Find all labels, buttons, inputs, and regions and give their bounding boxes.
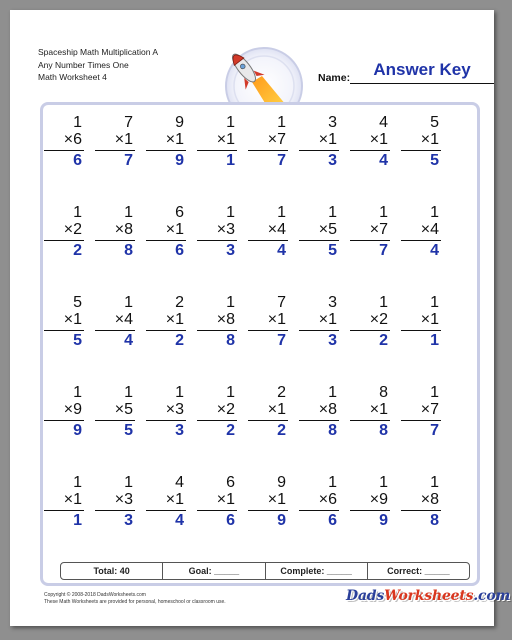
problem-answer: 7 [277, 332, 286, 349]
problem-answer: 5 [430, 152, 439, 169]
problem-answer: 3 [124, 512, 133, 529]
problem-multiplier: ×8 [420, 491, 439, 508]
problem-multiplicand: 8 [379, 384, 388, 401]
problem-multiplier: ×1 [165, 131, 184, 148]
problem-multiplicand: 9 [277, 474, 286, 491]
problem [146, 474, 186, 529]
problem-multiplier: ×7 [369, 221, 388, 238]
problem [95, 384, 135, 439]
problem [197, 294, 237, 349]
problem-answer: 4 [124, 332, 133, 349]
problem [299, 204, 339, 259]
problem-rule [350, 510, 390, 511]
problem-multiplicand: 1 [379, 204, 388, 221]
problem-multiplier: ×2 [216, 401, 235, 418]
problem-multiplier: ×6 [63, 131, 82, 148]
problem-rule [146, 240, 186, 241]
problem-multiplier: ×4 [420, 221, 439, 238]
problem [95, 114, 135, 169]
problem-rule [299, 150, 339, 151]
total-count: Total: 40 [61, 563, 163, 579]
problem-multiplicand: 9 [175, 114, 184, 131]
problem-multiplicand: 1 [379, 474, 388, 491]
problem-answer: 6 [175, 242, 184, 259]
problem-answer: 4 [379, 152, 388, 169]
problem-rule [248, 510, 288, 511]
problem-rule [95, 240, 135, 241]
problem-rule [401, 150, 441, 151]
problem-multiplicand: 1 [73, 474, 82, 491]
problem-answer: 2 [379, 332, 388, 349]
problem-rule [95, 330, 135, 331]
name-label: Name: [318, 72, 351, 84]
problem-answer: 3 [175, 422, 184, 439]
brand-part-com: .com [473, 588, 511, 604]
problem-multiplicand: 1 [73, 114, 82, 131]
brand-logo [346, 588, 510, 604]
problem-rule [44, 330, 84, 331]
problem-answer: 8 [328, 422, 337, 439]
problem [197, 114, 237, 169]
problem [299, 114, 339, 169]
problem-multiplicand: 1 [73, 204, 82, 221]
problem-multiplicand: 3 [328, 114, 337, 131]
problem-multiplier: ×4 [114, 311, 133, 328]
problem [95, 294, 135, 349]
problem-multiplier: ×7 [420, 401, 439, 418]
brand-part-dads: Dads [346, 588, 385, 604]
problem-multiplier: ×1 [63, 311, 82, 328]
problem-multiplicand: 1 [124, 474, 133, 491]
usage-note: These Math Worksheets are provided for personal, homeschool or classroom use. [44, 599, 226, 605]
problem-multiplicand: 1 [430, 204, 439, 221]
problem-multiplicand: 1 [328, 204, 337, 221]
problem-multiplier: ×4 [267, 221, 286, 238]
problem-multiplicand: 1 [379, 294, 388, 311]
problem [95, 474, 135, 529]
problem-rule [248, 420, 288, 421]
problem-multiplier: ×1 [420, 131, 439, 148]
problem-answer: 3 [226, 242, 235, 259]
problem-multiplicand: 1 [430, 474, 439, 491]
problem-multiplicand: 1 [226, 294, 235, 311]
problem-rule [248, 240, 288, 241]
problem [44, 204, 84, 259]
problem-multiplicand: 1 [175, 384, 184, 401]
problem-multiplier: ×1 [114, 131, 133, 148]
problem-answer: 8 [124, 242, 133, 259]
problem-rule [146, 420, 186, 421]
problem-multiplier: ×1 [369, 401, 388, 418]
copyright-text: Copyright © 2008-2018 DadsWorksheets.com [44, 592, 146, 598]
problem [350, 384, 390, 439]
problem-answer: 2 [175, 332, 184, 349]
problem-answer: 9 [277, 512, 286, 529]
problem-multiplicand: 1 [328, 384, 337, 401]
problem-rule [44, 150, 84, 151]
problem [248, 114, 288, 169]
goal-field: Goal: _____ [163, 563, 265, 579]
problem [299, 384, 339, 439]
problem [146, 204, 186, 259]
problem-answer: 8 [430, 512, 439, 529]
problem-answer: 3 [328, 152, 337, 169]
problem-multiplier: ×8 [114, 221, 133, 238]
problem-multiplicand: 1 [277, 204, 286, 221]
problem-multiplicand: 1 [124, 204, 133, 221]
problem-multiplier: ×1 [165, 491, 184, 508]
problem-multiplier: ×3 [114, 491, 133, 508]
problem-multiplicand: 1 [430, 384, 439, 401]
problem-answer: 8 [379, 422, 388, 439]
problem-rule [44, 240, 84, 241]
problem-multiplicand: 1 [226, 204, 235, 221]
problem-multiplier: ×1 [267, 401, 286, 418]
problem-rule [299, 330, 339, 331]
problem [44, 384, 84, 439]
problem-multiplicand: 3 [328, 294, 337, 311]
problem-multiplicand: 7 [124, 114, 133, 131]
problem-answer: 7 [277, 152, 286, 169]
problem-rule [401, 240, 441, 241]
problem [44, 474, 84, 529]
problem-rule [350, 420, 390, 421]
problem-multiplier: ×1 [318, 311, 337, 328]
problem-multiplier: ×8 [318, 401, 337, 418]
score-bar [60, 562, 470, 580]
problem-answer: 7 [430, 422, 439, 439]
problem-rule [95, 420, 135, 421]
problem-multiplicand: 1 [124, 294, 133, 311]
problem-multiplier: ×1 [267, 311, 286, 328]
worksheet-title: Spaceship Math Multiplication A [38, 47, 159, 57]
problem [146, 384, 186, 439]
problem-multiplier: ×1 [318, 131, 337, 148]
problem-rule [197, 240, 237, 241]
brand-part-worksheets: Worksheets [384, 588, 474, 604]
problem-rule [197, 510, 237, 511]
problem-multiplier: ×3 [216, 221, 235, 238]
problem-multiplier: ×1 [63, 491, 82, 508]
problem-answer: 2 [226, 422, 235, 439]
problem-answer: 2 [277, 422, 286, 439]
problem-multiplier: ×1 [165, 311, 184, 328]
worksheet-page [10, 10, 511, 626]
problem-multiplier: ×3 [165, 401, 184, 418]
problem-multiplicand: 2 [175, 294, 184, 311]
correct-field: Correct: _____ [387, 566, 450, 576]
problem [248, 294, 288, 349]
problem [197, 204, 237, 259]
problem [197, 474, 237, 529]
problem-multiplier: ×9 [63, 401, 82, 418]
problem [95, 204, 135, 259]
problem-rule [350, 240, 390, 241]
problem-rule [146, 150, 186, 151]
problem-answer: 7 [379, 242, 388, 259]
problem [350, 114, 390, 169]
problem-multiplicand: 1 [328, 474, 337, 491]
problem-rule [197, 330, 237, 331]
problem-rule [44, 420, 84, 421]
problem-multiplier: ×5 [318, 221, 337, 238]
problem-multiplier: ×6 [318, 491, 337, 508]
worksheet-title-block [38, 46, 158, 84]
problem [401, 474, 441, 529]
problem-multiplicand: 1 [124, 384, 133, 401]
problem [401, 384, 441, 439]
answer-key-heading: Answer Key [373, 60, 471, 79]
problem-rule [197, 420, 237, 421]
problem-multiplicand: 2 [277, 384, 286, 401]
worksheet-subtitle: Any Number Times One [38, 59, 129, 70]
problem-multiplier: ×5 [114, 401, 133, 418]
problem-multiplier: ×7 [267, 131, 286, 148]
problem-multiplier: ×1 [267, 491, 286, 508]
problem-rule [95, 150, 135, 151]
problem-multiplier: ×8 [216, 311, 235, 328]
problem-multiplicand: 6 [226, 474, 235, 491]
problem-rule [248, 330, 288, 331]
problem-rule [299, 240, 339, 241]
problem [248, 204, 288, 259]
problem-multiplier: ×2 [63, 221, 82, 238]
problem [248, 384, 288, 439]
problem-answer: 6 [73, 152, 82, 169]
problem-rule [197, 150, 237, 151]
problem [146, 294, 186, 349]
problem-answer: 1 [430, 332, 439, 349]
problem-answer: 9 [379, 512, 388, 529]
problem-multiplicand: 5 [430, 114, 439, 131]
problem-answer: 5 [124, 422, 133, 439]
problem-rule [401, 330, 441, 331]
problem-multiplicand: 4 [379, 114, 388, 131]
problem-multiplicand: 1 [73, 384, 82, 401]
problem-answer: 6 [328, 512, 337, 529]
problem [146, 114, 186, 169]
problem-rule [401, 510, 441, 511]
problem-answer: 4 [175, 512, 184, 529]
problem [299, 294, 339, 349]
problem [44, 114, 84, 169]
problem-multiplier: ×1 [369, 131, 388, 148]
problem-multiplicand: 7 [277, 294, 286, 311]
problem [299, 474, 339, 529]
problem-multiplicand: 5 [73, 294, 82, 311]
problem-rule [44, 510, 84, 511]
problem-answer: 3 [328, 332, 337, 349]
problem-answer: 8 [226, 332, 235, 349]
problem-answer: 5 [73, 332, 82, 349]
name-line [350, 83, 494, 84]
problem-answer: 1 [226, 152, 235, 169]
problem-rule [299, 510, 339, 511]
problem-answer: 1 [73, 512, 82, 529]
problem-multiplicand: 1 [277, 114, 286, 131]
problem-multiplicand: 1 [430, 294, 439, 311]
problem [44, 294, 84, 349]
problem [401, 114, 441, 169]
problem-rule [95, 510, 135, 511]
problem-rule [350, 330, 390, 331]
problem-multiplicand: 6 [175, 204, 184, 221]
problem-multiplier: ×1 [165, 221, 184, 238]
problem-rule [146, 330, 186, 331]
problem-multiplier: ×1 [420, 311, 439, 328]
problem-rule [401, 420, 441, 421]
problem-rule [248, 150, 288, 151]
problem-multiplicand: 4 [175, 474, 184, 491]
worksheet-number: Math Worksheet 4 [38, 72, 107, 82]
problem-answer: 9 [73, 422, 82, 439]
problem [197, 384, 237, 439]
problem-answer: 4 [277, 242, 286, 259]
problem-multiplier: ×2 [369, 311, 388, 328]
problem-answer: 5 [328, 242, 337, 259]
problem [350, 204, 390, 259]
problem-answer: 4 [430, 242, 439, 259]
problem-answer: 9 [175, 152, 184, 169]
problem-multiplier: ×1 [216, 131, 235, 148]
problem-multiplicand: 1 [226, 114, 235, 131]
problem-multiplier: ×9 [369, 491, 388, 508]
problem [401, 204, 441, 259]
complete-field: Complete: _____ [266, 563, 368, 579]
problem-answer: 2 [73, 242, 82, 259]
problem [401, 294, 441, 349]
problem-rule [146, 510, 186, 511]
problem-multiplier: ×1 [216, 491, 235, 508]
problem [350, 474, 390, 529]
problem-answer: 6 [226, 512, 235, 529]
problem-rule [299, 420, 339, 421]
footer-notice [44, 592, 226, 606]
problem [248, 474, 288, 529]
problem-multiplicand: 1 [226, 384, 235, 401]
problem [350, 294, 390, 349]
problem-answer: 7 [124, 152, 133, 169]
problem-rule [350, 150, 390, 151]
